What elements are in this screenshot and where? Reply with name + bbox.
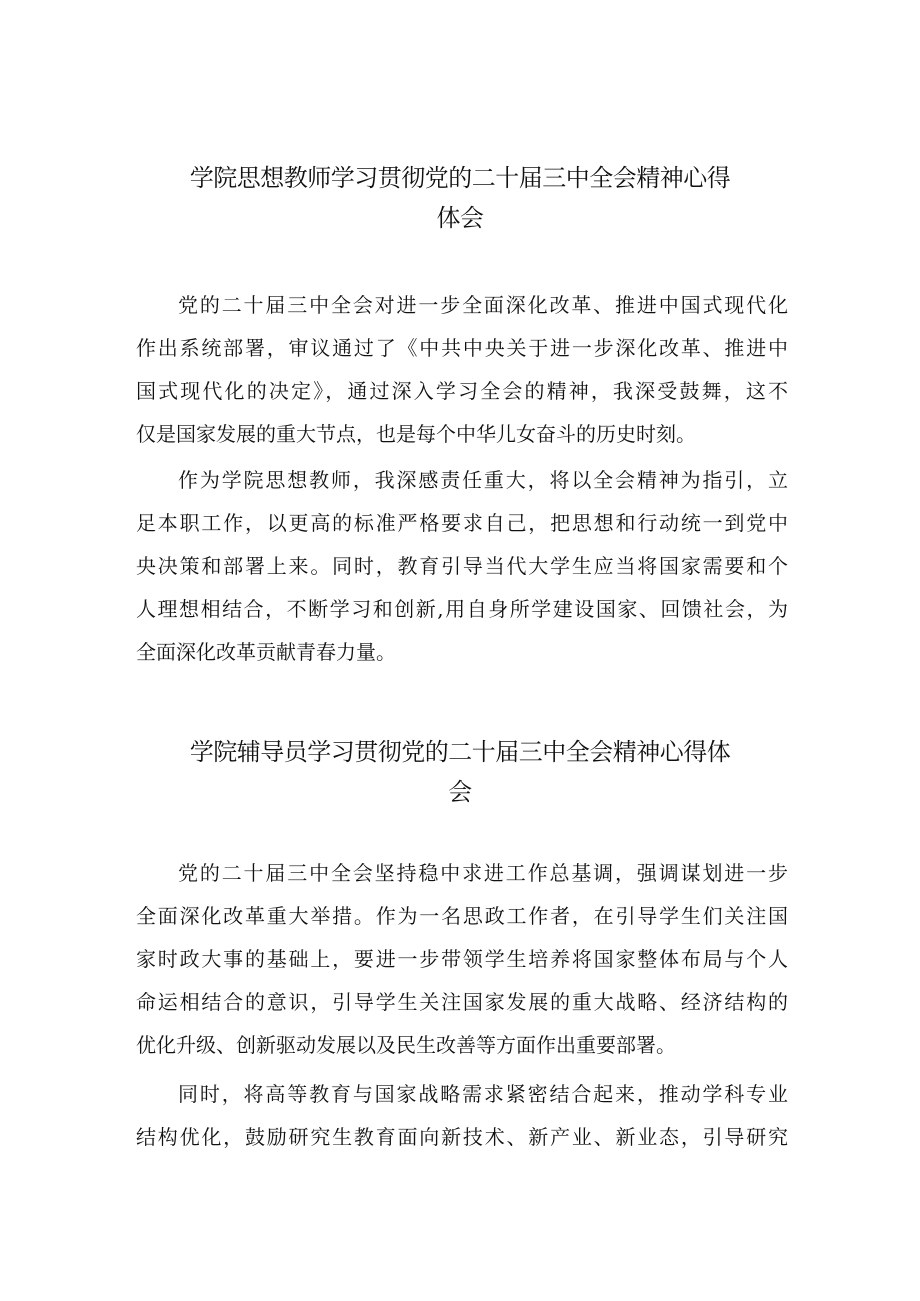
text-line: 家时政大事的基础上，要进一步带领学生培养将国家整体布局与个人 (136, 947, 788, 971)
article-2-paragraph-1 (136, 852, 788, 1067)
text-line: 足本职工作，以更高的标准严格要求自己，把思想和行动统一到党中 (136, 511, 788, 535)
text-line: 人理想相结合，不断学习和创新,用自身所学建设国家、回馈社会，为 (136, 597, 788, 621)
text-line: 结构优化，鼓励研究生教育面向新技术、新产业、新业态，引导研究 (136, 1125, 788, 1149)
text-line: 全面深化改革重大举措。作为一名思政工作者，在引导学生们关注国 (136, 904, 788, 928)
text-line: 党的二十届三中全会坚持稳中求进工作总基调，强调谋划进一步 (178, 861, 788, 885)
article-1-title-line: 学院思想教师学习贯彻党的二十届三中全会精神心得 (189, 164, 731, 192)
text-line: 仅是国家发展的重大节点，也是每个中华儿女奋斗的历史时刻。 (136, 422, 696, 446)
text-line: 国式现代化的决定》，通过深入学习全会的精神，我深受鼓舞，这不 (136, 379, 788, 403)
article-2-title (130, 732, 790, 812)
text-line: 优化升级、创新驱动发展以及民生改善等方面作出重要部署。 (136, 1033, 676, 1057)
text-line: 作出系统部署，审议通过了《中共中央关于进一步深化改革、推进中 (136, 336, 788, 360)
text-line: 同时，将高等教育与国家战略需求紧密结合起来，推动学科专业 (178, 1082, 788, 1106)
text-line: 党的二十届三中全会对进一步全面深化改革、推进中国式现代化 (178, 293, 788, 317)
text-line: 央决策和部署上来。同时，教育引导当代大学生应当将国家需要和个 (136, 554, 788, 578)
article-1-paragraph-1 (136, 284, 788, 456)
article-2-title-line: 会 (448, 778, 472, 806)
article-1-title (130, 158, 790, 238)
article-1-title-line: 体会 (436, 204, 484, 232)
text-line: 全面深化改革贡献青春力量。 (136, 640, 396, 664)
article-1-paragraph-2 (136, 459, 788, 674)
article-2-paragraph-2 (136, 1073, 788, 1159)
text-line: 命运相结合的意识，引导学生关注国家发展的重大战略、经济结构的 (136, 990, 788, 1014)
article-2-title-line: 学院辅导员学习贯彻党的二十届三中全会精神心得体 (189, 738, 731, 766)
text-line: 作为学院思想教师，我深感责任重大，将以全会精神为指引，立 (178, 468, 788, 492)
